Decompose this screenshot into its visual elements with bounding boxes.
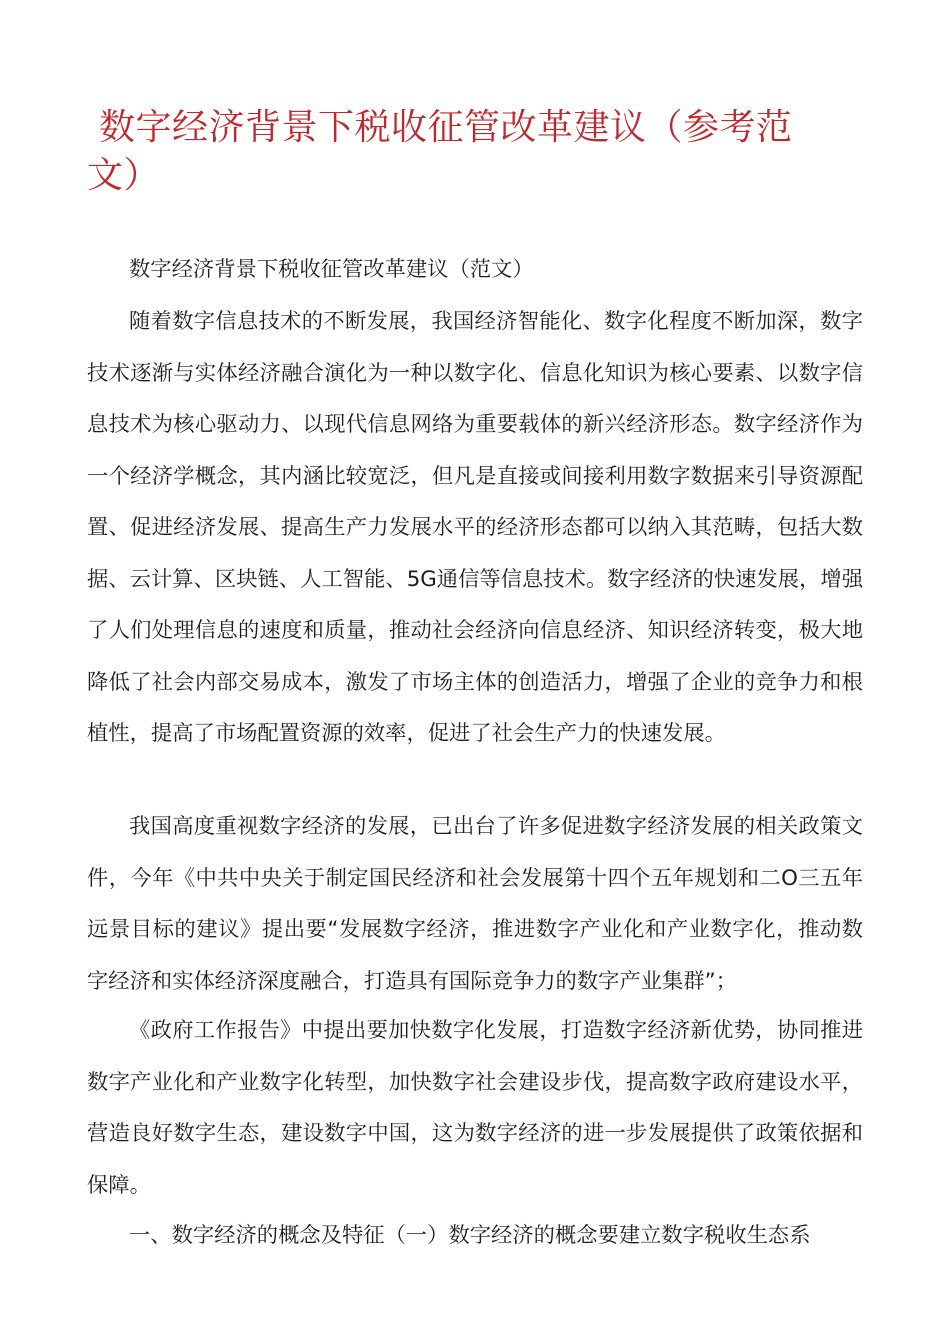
section-heading-paragraph: 一、数字经济的概念及特征（一）数字经济的概念要建立数字税收生态系 <box>129 1223 811 1248</box>
document-subtitle-block <box>87 244 863 296</box>
paragraph-block-2 <box>87 801 863 1007</box>
document-title-text: 数字经济背景下税收征管改革建议（参考范文） <box>87 107 793 196</box>
document-title <box>87 104 827 200</box>
paragraph-block-1 <box>87 296 863 760</box>
paragraph-3: 《政府工作报告》中提出要加快数字化发展，打造数字经济新优势，协同推进数字产业化和产业数字化转型，加快数字社会建设步伐，提高数字政府建设水平，营造良好数字生态，建设数字中国，这为数字经济的进一步发展提供了政策依据和保障。 <box>87 1018 863 1198</box>
paragraph-block-3 <box>87 1005 863 1211</box>
document-subtitle: 数字经济背景下税收征管改革建议（范文） <box>129 257 534 282</box>
paragraph-1: 随着数字信息技术的不断发展，我国经济智能化、数字化程度不断加深，数字技术逐渐与实体经济融合演化为一种以数字化、信息化知识为核心要素、以数字信息技术为核心驱动力、以现代信息网络为重要载体的新兴经济形态。数字经济作为一个经济学概念，其内涵比较宽泛，但凡是直接或间接利用数字数据来引导资源配置、促进经济发展、提高生产力发展水平的经济形态都可以纳入其范畴，包括大数据、云计算、区块链、人工智能、5G通信等信息技术。数字经济的快速发展，增强了人们处理信息的速度和质量，推动社会经济向信息经济、知识经济转变，极大地降低了社会内部交易成本，激发了市场主体的创造活力，增强了企业的竞争力和根植性，提高了市场配置资源的效率，促进了社会生产力的快速发展。 <box>87 309 863 746</box>
paragraph-block-4 <box>87 1210 863 1262</box>
paragraph-2: 我国高度重视数字经济的发展，已出台了许多促进数字经济发展的相关政策文件，今年《中共中央关于制定国民经济和社会发展第十四个五年规划和二O三五年远景目标的建议》提出要“发展数字经济，推进数字产业化和产业数字化，推动数字经济和实体经济深度融合，打造具有国际竞争力的数字产业集群”； <box>87 814 863 994</box>
